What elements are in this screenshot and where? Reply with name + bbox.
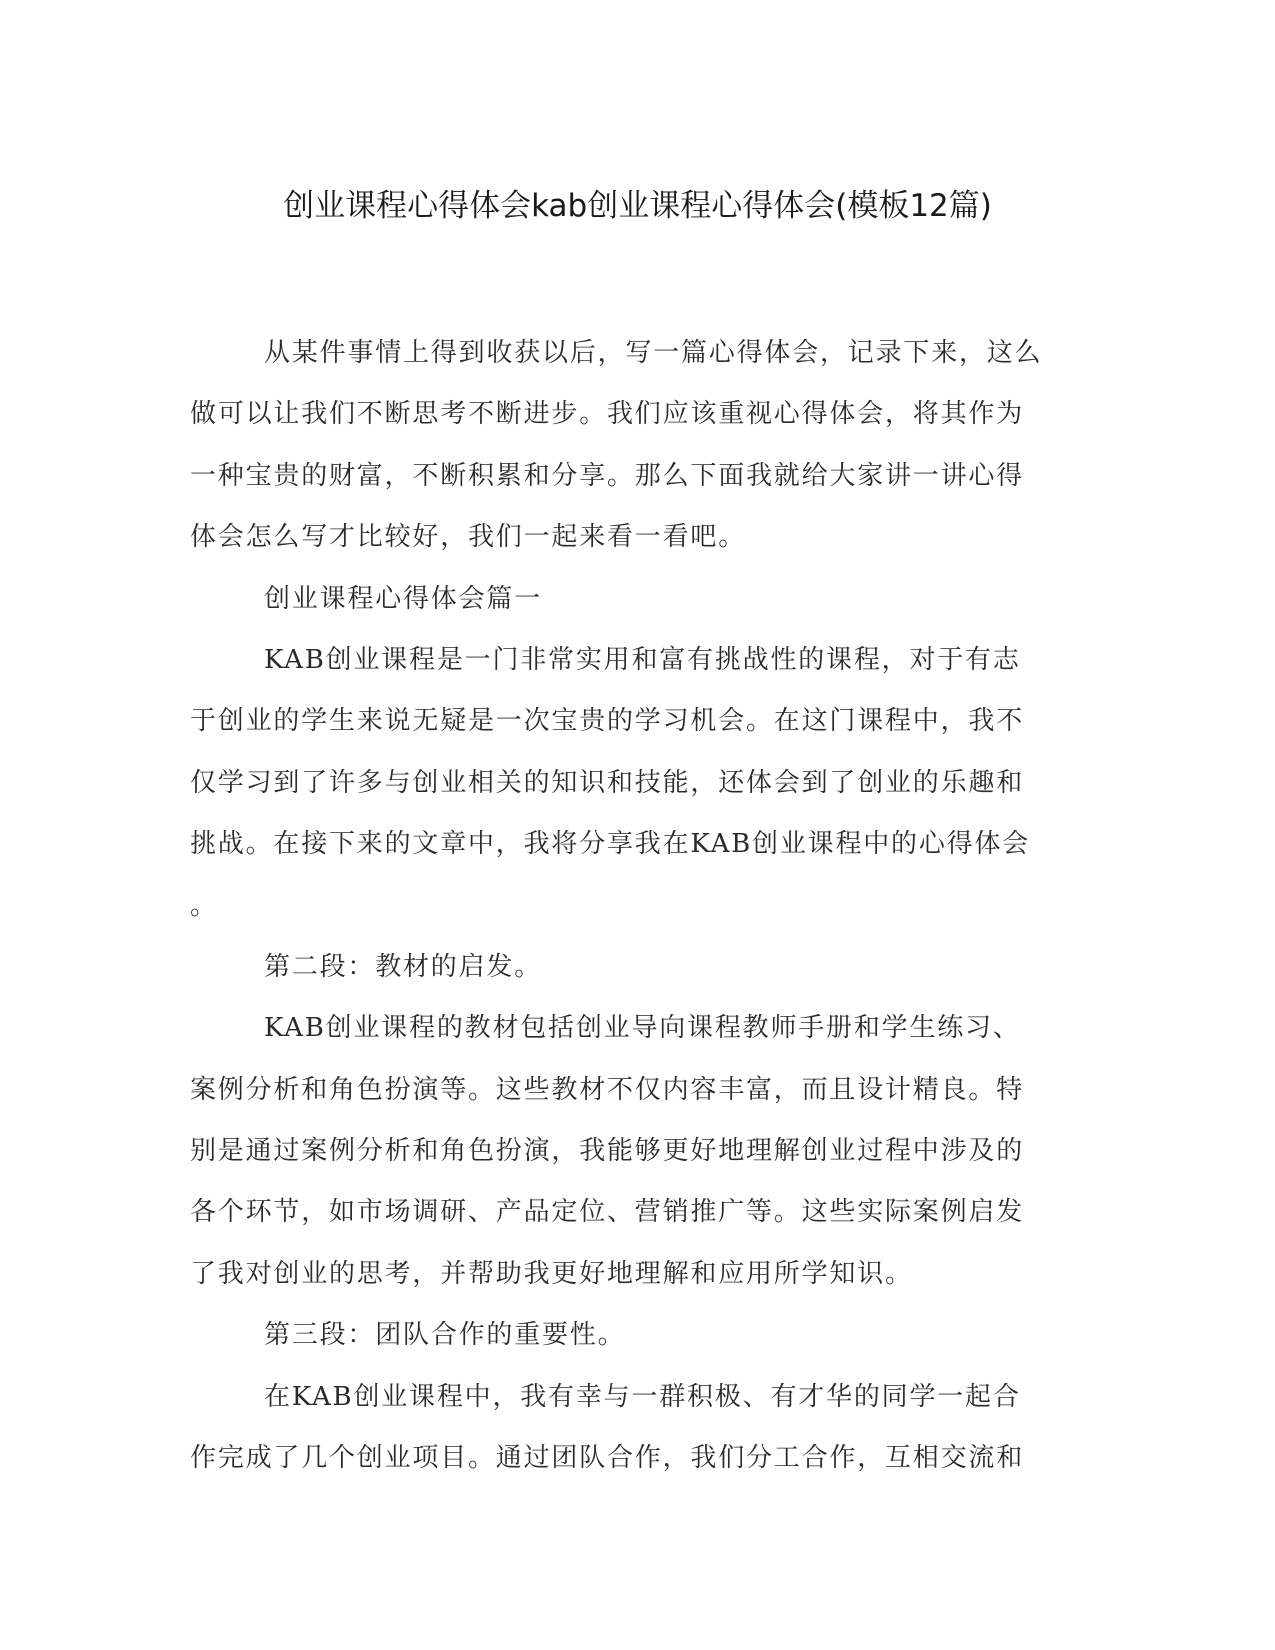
paragraph-line: 体会怎么写才比较好，我们一起来看一看吧。: [190, 522, 747, 553]
section-heading: 创业课程心得体会篇一: [264, 583, 543, 614]
paragraph-line: 案例分析和角色扮演等。这些教材不仅内容丰富，而且设计精良。特: [190, 1074, 1025, 1105]
paragraph-line: 于创业的学生来说无疑是一次宝贵的学习机会。在这门课程中，我不: [190, 706, 1025, 737]
section-heading: 第二段：教材的启发。: [264, 951, 543, 982]
paragraph-line: 从某件事情上得到收获以后，写一篇心得体会，记录下来，这么: [264, 338, 1043, 368]
paragraph-line: 一种宝贵的财富，不断积累和分享。那么下面我就给大家讲一讲心得: [190, 460, 1025, 491]
paragraph-line: 作完成了几个创业项目。通过团队合作，我们分工合作，互相交流和: [190, 1443, 1025, 1474]
paragraph-line: 仅学习到了许多与创业相关的知识和技能，还体会到了创业的乐趣和: [190, 767, 1025, 798]
document-title: 创业课程心得体会kab创业课程心得体会(模板12篇): [283, 188, 992, 224]
paragraph-line: KAB创业课程的教材包括创业导向课程教师手册和学生练习、: [264, 1013, 1021, 1044]
paragraph-line: KAB创业课程是一门非常实用和富有挑战性的课程，对于有志: [264, 644, 1021, 675]
section-heading: 第三段：团队合作的重要性。: [264, 1320, 626, 1351]
paragraph-line: 别是通过案例分析和角色扮演，我能够更好地理解创业过程中涉及的: [190, 1136, 1025, 1167]
paragraph-line: 。: [190, 890, 218, 921]
paragraph-line: 在KAB创业课程中，我有幸与一群积极、有才华的同学一起合: [264, 1381, 1021, 1412]
paragraph-line: 了我对创业的思考，并帮助我更好地理解和应用所学知识。: [190, 1258, 913, 1289]
document-body: [190, 323, 1080, 1489]
paragraph-line: 挑战。在接下来的文章中，我将分享我在KAB创业课程中的心得体会: [190, 829, 1031, 860]
paragraph-line: 各个环节，如市场调研、产品定位、营销推广等。这些实际案例启发: [190, 1197, 1025, 1228]
paragraph-line: 做可以让我们不断思考不断进步。我们应该重视心得体会，将其作为: [190, 399, 1025, 430]
